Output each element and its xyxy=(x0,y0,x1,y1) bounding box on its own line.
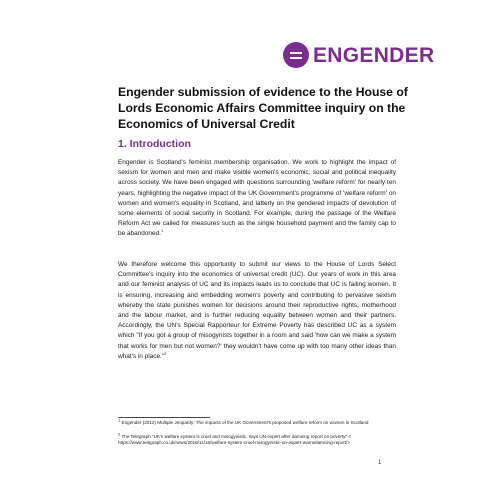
footnote-2-number: 2 xyxy=(118,431,121,437)
footnote-divider xyxy=(118,417,210,418)
paragraph-1-text: Engender is Scotland's feminist membership organisation. We work to highlight the impact of sexism for women and men and make visible women's economic, social and political inequality across society. We have been engaged with questions surrounding 'welfare reform' for nearly ten years, highlighting the negative impact of the UK Government's programme of 'welfare reform' on women and women's equality in Scotland, and latterly on the gendered impacts of devolution of some elements of social security in Scotland. For example, during the passage of the Welfare Reform Act we called for measures such as the single household payment and the family cap to be abandoned. xyxy=(118,159,396,238)
page-number: 1 xyxy=(378,460,382,466)
document-title: Engender submission of evidence to the House of Lords Economic Affairs Committee inquiry on the Economics of Universal Credit xyxy=(118,85,408,131)
footnote-2 xyxy=(118,431,398,446)
footnote-1 xyxy=(118,417,398,426)
equals-bars xyxy=(290,52,302,59)
section-heading: 1. Introduction xyxy=(118,138,191,150)
footnote-1-number: 1 xyxy=(118,417,121,423)
footnote-2-text: The Telegraph "UK's welfare system is cruel and misogynistic, says UN expert after damning report on poverty" < https://www.telegraph.co.uk/news/2018/11/16/welfare-system-cruel-misogynistic-un-expert-warnsdamning-report/> xyxy=(118,434,352,446)
footnote-ref-2: 2 xyxy=(164,350,167,356)
engender-logo xyxy=(283,40,453,70)
logo-text: ENGENDER xyxy=(313,43,435,67)
equals-circle-icon xyxy=(283,42,309,68)
footnote-1-text: Engender (2012) Multiple Jeopardy: The impacts of the UK Government's proposed welfare reform on women in Scotland xyxy=(121,420,369,425)
footnote-ref-1: 1 xyxy=(160,228,164,234)
paragraph-1 xyxy=(118,158,396,240)
paragraph-2 xyxy=(118,260,396,362)
paragraph-2-text: We therefore welcome this opportunity to submit our views to the House of Lords Select Committee's inquiry into the economics of universal credit (UC). Our years of work in this area and our feminist analysis of UC and its impacts leads us to conclude that UC is failing women. It is ensuring, increasing and embedding women's poverty and contributing to pervasive sexism whereby the state punishes women for decisions around their reproductive rights, motherhood and the labour market, and is further reducing equality between women and their partners. Accordingly, the UN's Special Rapporteur for Extreme Poverty has described UC as a system which "If you got a group of misogynists together in a room and said 'how can we make a system that works for men but not women?' they wouldn't have come up with too many other ideas than what's in place." xyxy=(118,261,396,360)
